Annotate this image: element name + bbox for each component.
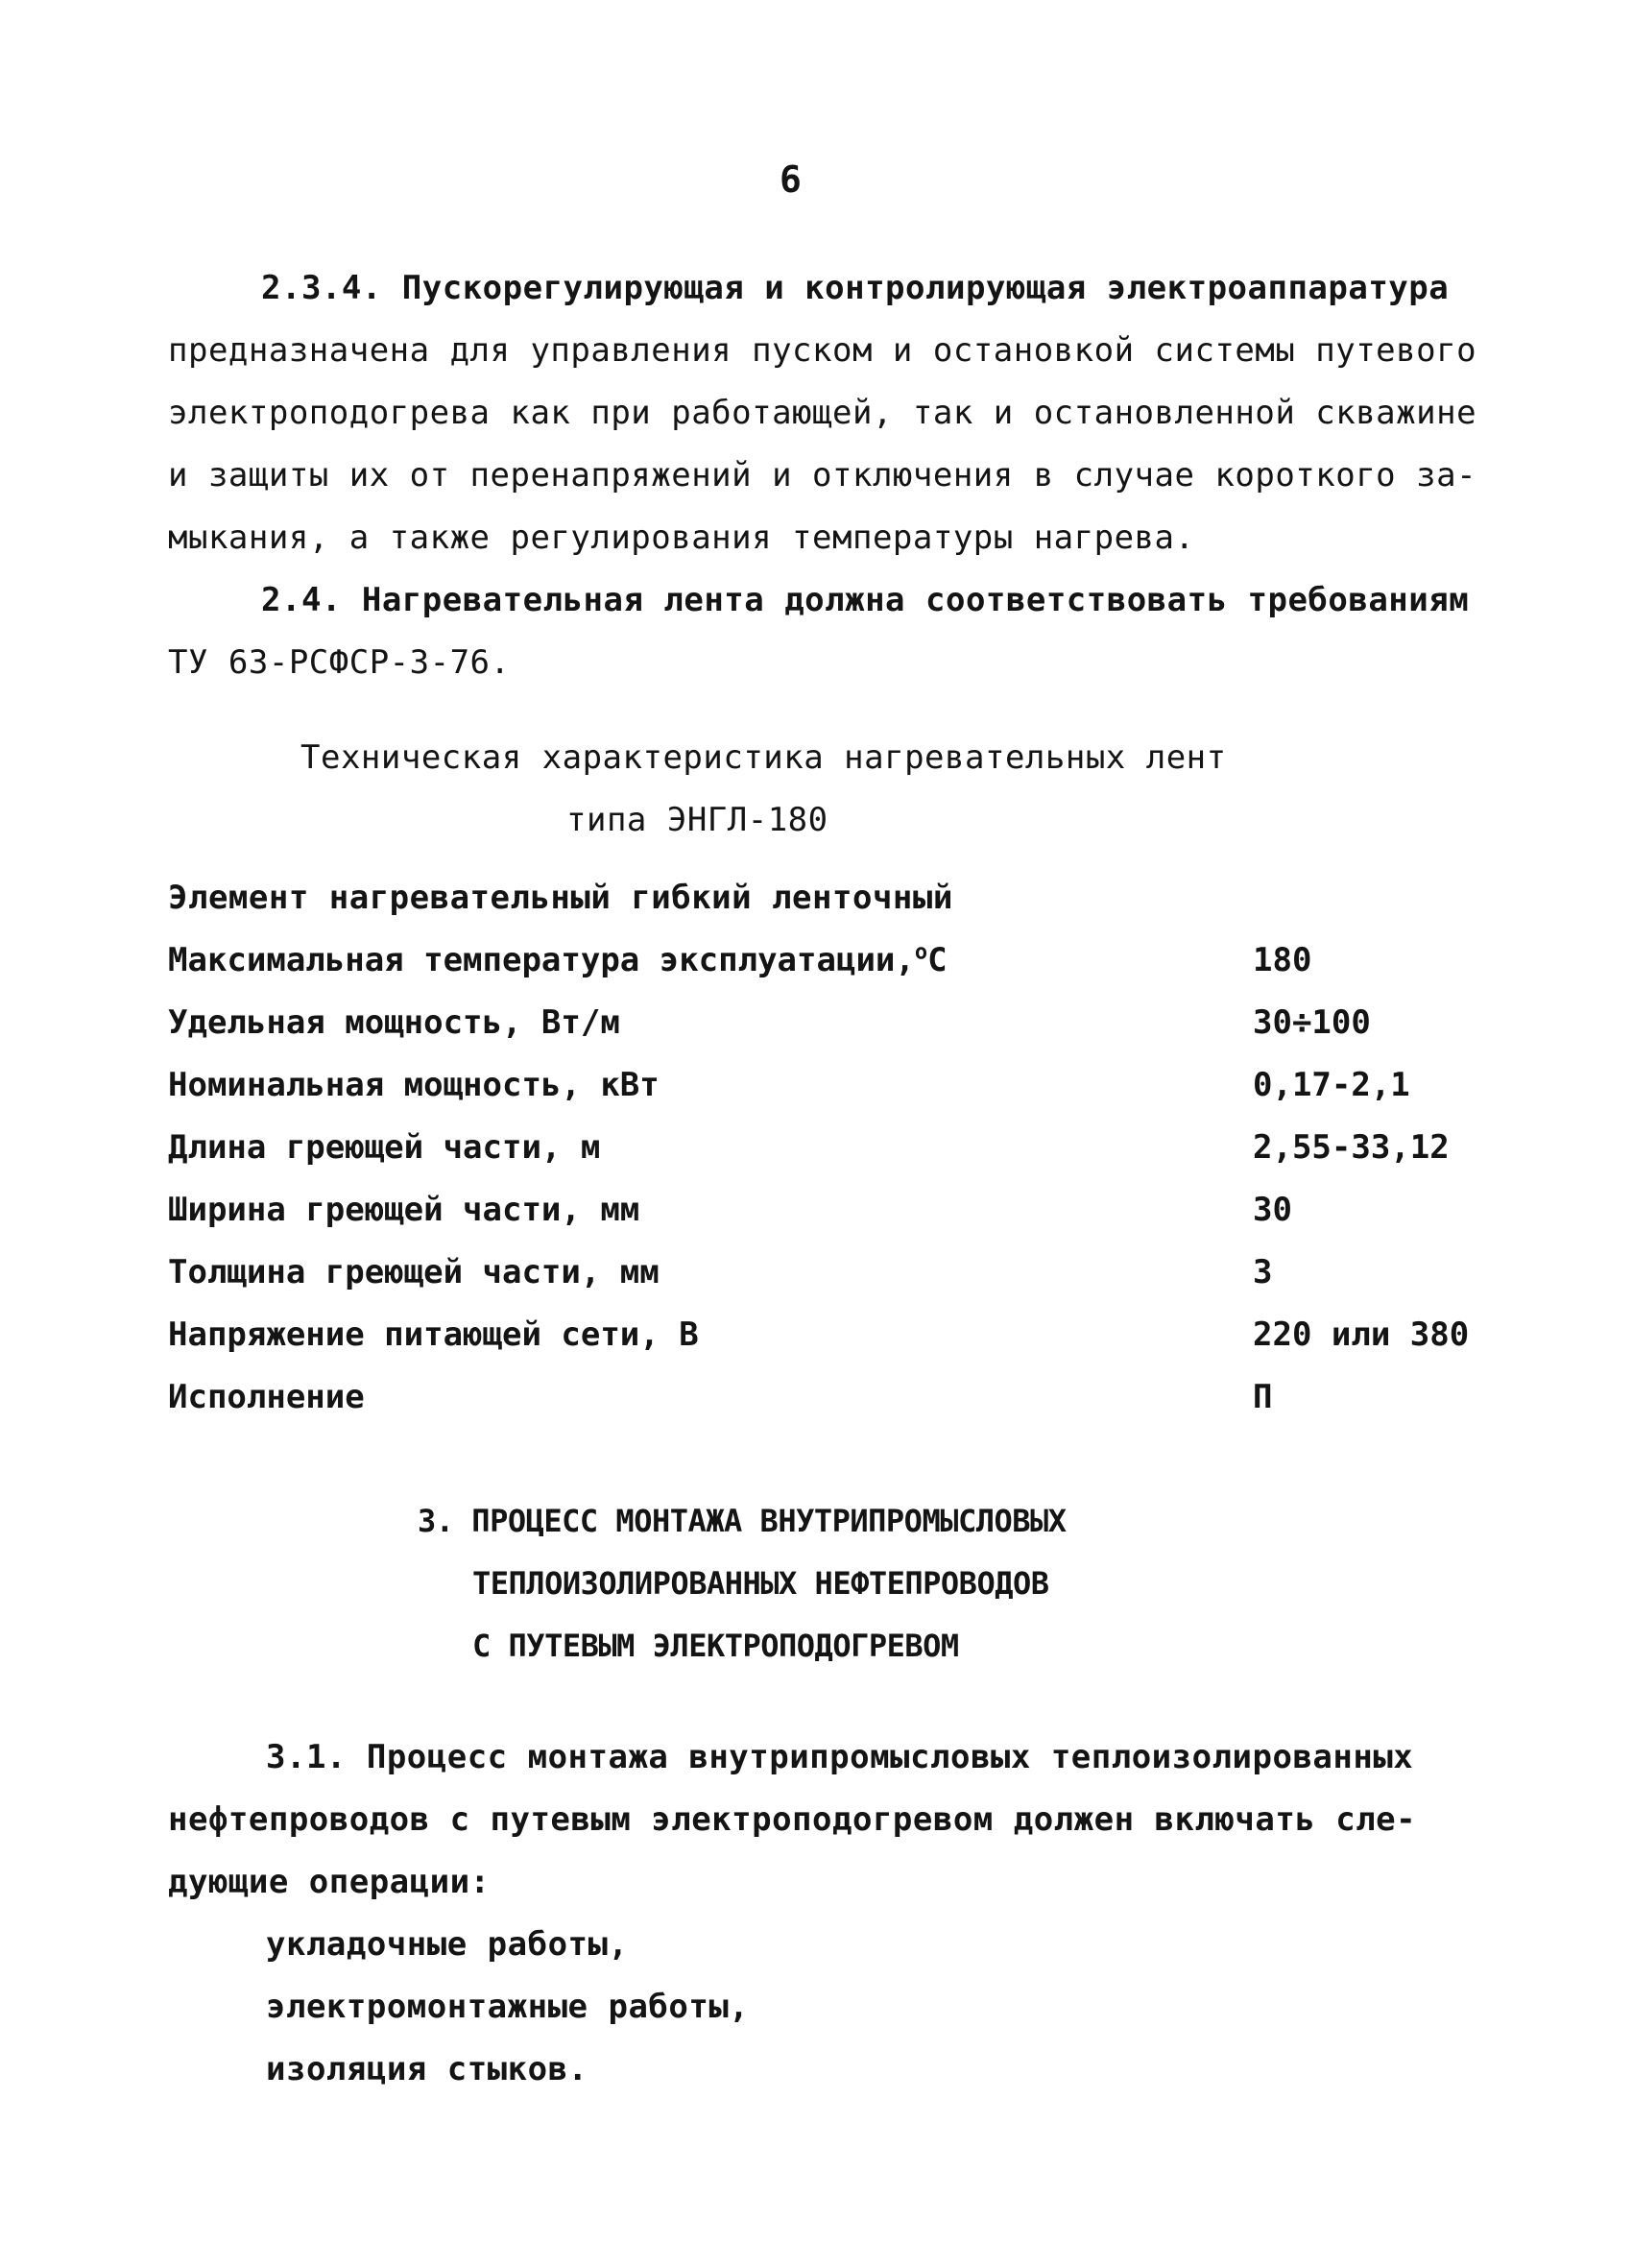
spec-row [168, 1376, 1512, 1418]
spec-row [168, 1064, 1512, 1106]
list-item: изоляция стыков. [266, 2050, 588, 2088]
spec-label: Толщина греющей части, мм [168, 1253, 660, 1291]
paragraph-line: дующие операции: [168, 1863, 491, 1901]
spec-row [168, 1001, 1512, 1044]
spec-value: 180 [1253, 941, 1312, 979]
spec-value: 220 или 380 [1253, 1315, 1470, 1354]
spec-label: Исполнение [168, 1378, 365, 1416]
paragraph-line: ТУ 63-РСФСР-3-76. [168, 643, 511, 682]
spec-value: 2,55-33,12 [1253, 1128, 1450, 1167]
paragraph-line: нефтепроводов с путевым электроподогревом должен включать сле- [168, 1800, 1417, 1839]
spec-value: П [1253, 1378, 1273, 1416]
section-heading-line: ТЕПЛОИЗОЛИРОВАННЫХ НЕФТЕПРОВОДОВ [472, 1565, 1049, 1602]
spec-row [168, 939, 1512, 981]
spec-label: Ширина греющей части, мм [168, 1191, 640, 1229]
spec-row [168, 1314, 1512, 1356]
page-number: 6 [780, 158, 802, 201]
paragraph-line: предназначена для управления пуском и остановкой системы путевого [168, 331, 1477, 370]
spec-row [168, 1126, 1512, 1169]
degree-sign: о [914, 940, 928, 965]
spec-value: 30 [1253, 1191, 1292, 1229]
paragraph-line: электроподогрева как при работающей, так и остановленной скважине [168, 394, 1477, 432]
section-heading-line: С ПУТЕВЫМ ЭЛЕКТРОПОДОГРЕВОМ [472, 1628, 959, 1664]
spec-intro: Элемент нагревательный гибкий ленточный [168, 879, 953, 917]
spec-label: Удельная мощность, Вт/м [168, 1003, 620, 1042]
spec-value: 0,17-2,1 [1253, 1066, 1410, 1104]
spec-label: Длина греющей части, м [168, 1128, 601, 1167]
list-item: укладочные работы, [266, 1925, 629, 1964]
section-heading-line: 3. ПРОЦЕСС МОНТАЖА ВНУТРИПРОМЫСЛОВЫХ [418, 1503, 1067, 1539]
paragraph-line: 2.4. Нагревательная лента должна соответствовать требованиям [261, 581, 1470, 619]
spec-row [168, 1251, 1512, 1293]
paragraph-line: 3.1. Процесс монтажа внутрипромысловых теплоизолированных [266, 1738, 1414, 1776]
unit-text: С [927, 941, 948, 979]
spec-title: Техническая характеристика нагревательных лент [300, 738, 1227, 777]
spec-label: Напряжение питающей сети, В [168, 1315, 699, 1354]
spec-subtitle: типа ЭНГЛ-180 [566, 801, 828, 839]
paragraph-line: мыкания, а также регулирования температуры нагрева. [168, 519, 1195, 557]
list-item: электромонтажные работы, [266, 1988, 750, 2026]
spec-value: 3 [1253, 1253, 1273, 1291]
spec-label-text: Максимальная температура эксплуатации, [168, 941, 915, 979]
spec-value: 30÷100 [1253, 1003, 1371, 1042]
spec-label [168, 939, 948, 981]
paragraph-line: и защиты их от перенапряжений и отключения в случае короткого за- [168, 456, 1477, 495]
paragraph-line: 2.3.4. Пускорегулирующая и контролирующая электроаппаратура [261, 269, 1450, 307]
spec-label: Номинальная мощность, кВт [168, 1066, 660, 1104]
spec-row [168, 1189, 1512, 1231]
